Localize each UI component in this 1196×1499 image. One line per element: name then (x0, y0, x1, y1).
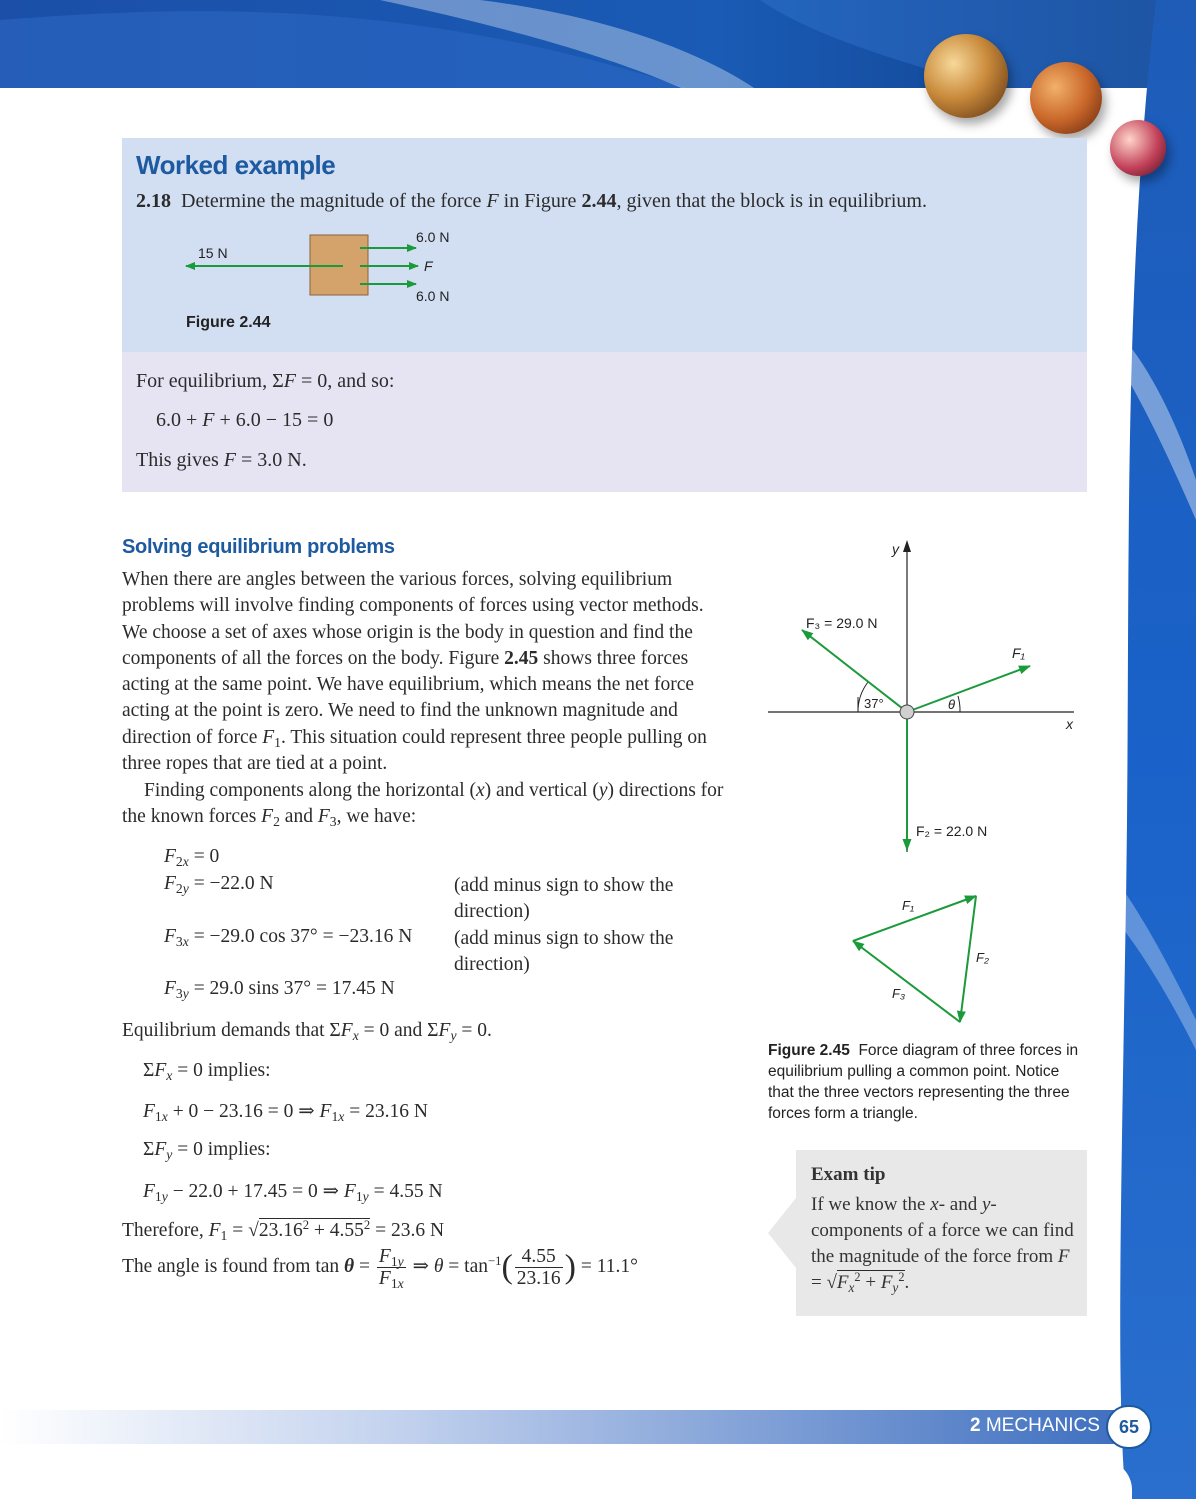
y-axis-arrow (903, 540, 911, 552)
angle-theta-label: θ (948, 697, 956, 712)
note-minus-sign-1: (add minus sign to show the direction) (454, 875, 674, 922)
equation-f1x: $F_{1x} + 0 - 23.16 = 0$ ⇒ $F_{1x} = 23.16$ N (143, 1101, 428, 1124)
section-heading: Solving equilibrium problems (122, 536, 395, 558)
header-wave-graphic (0, 0, 1196, 92)
solution-line-2: 6.0 + F + 6.0 − 15 = 0 (156, 409, 334, 431)
triangle-f2 (960, 896, 976, 1022)
label-15n: 15 N (198, 245, 228, 261)
y-axis-label: y (892, 541, 899, 557)
caption-text: Force diagram of three forces in equilibrium pulling a common point. Notice that the three vectors representing the three forces form a triangle. (768, 1042, 1079, 1122)
chapter-name: MECHANICS (985, 1415, 1100, 1436)
header-decoration (0, 0, 1196, 92)
figure-2-45-caption (768, 1040, 1088, 1124)
equation-magnitude: Therefore, $F_1 = √23.16^2 + 4.55^2 = 23.6$ N (122, 1218, 445, 1243)
implies-x: $\Sigma F_x = 0$ implies: (143, 1060, 271, 1083)
angle-arc-theta (958, 696, 960, 712)
x-axis-label: x (1066, 716, 1073, 732)
triangle-f2-label: F₂ (976, 950, 989, 965)
equation-f2x: $F_{2x} = 0$ (164, 846, 220, 869)
question-text-a: Determine the magnitude of the force (181, 190, 487, 212)
equation-angle: The angle is found from tan θ = $\frac{F_{1y}}{F_{1x}}$ ⇒ $\theta = \tan^{-1}$( $\frac{4.55}{23.16}$ ) = 11.1° (122, 1246, 638, 1291)
question-var: F (486, 190, 499, 212)
equation-f3x: $F_{3x} = -29.0$ cos 37° = −23.16 N (164, 926, 413, 949)
question-number: 2.18 (136, 190, 171, 212)
label-f: F (424, 258, 433, 274)
exam-tip-title: Exam tip (811, 1164, 886, 1185)
worked-example-title: Worked example (136, 150, 336, 180)
triangle-f3 (853, 941, 960, 1022)
planet-image (1030, 62, 1102, 134)
chapter-number: 2 (970, 1415, 981, 1436)
figure-2-44 (180, 228, 480, 332)
equation-f1y: $F_{1y} - 22.0 + 17.45 = 0$ ⇒ $F_{1y} = 4.55$ N (143, 1181, 443, 1204)
triangle-f1 (853, 896, 976, 941)
equation-f2y: $F_{2y} = -22.0$ N (164, 873, 274, 896)
side-wave-graphic (1116, 0, 1196, 1499)
force-f1-arrow (907, 666, 1030, 712)
section-paragraph-2: Finding components along the horizontal (x) and vertical (y) directions for the known forces $F_2$ and $F_3$, we have: (122, 780, 724, 830)
block-force-diagram (180, 228, 480, 314)
common-point (900, 705, 914, 719)
figure-2-44-caption: Figure 2.44 (186, 314, 271, 331)
note-minus-sign-2: (add minus sign to show the direction) (454, 928, 674, 975)
header-divider (0, 88, 1196, 96)
solution-line-1: For equilibrium, ΣF = 0, and so: (136, 370, 395, 392)
question-figure-ref: 2.44 (581, 190, 617, 212)
equation-f3y: $F_{3y} = 29.0$ sins 37° = 17.45 N (164, 978, 395, 1001)
side-decoration (1116, 0, 1196, 1499)
force-f3-arrow (802, 630, 907, 712)
chapter-label (970, 1415, 1100, 1437)
section-paragraph-1: When there are angles between the various forces, solving equilibrium problems will involve finding components of forces using vector methods. We choose a set of axes whose origin is the body in question and find the components of all the forces on the body. Figure 2.45 shows three forces acting at the same point. We have equilibrium, which means the net force acting at the point is zero. We need to find the unknown magnitude and direction of force $F_1$. This situation could represent three people pulling on three ropes that are tied at a point. (122, 569, 707, 775)
question-text-b: in Figure (498, 190, 582, 212)
equilibrium-condition: Equilibrium demands that $\Sigma F_x = 0$ and $\Sigma F_y = 0$. (122, 1020, 492, 1043)
f2-label: F₂ = 22.0 N (916, 823, 988, 839)
planet-image (1110, 120, 1166, 176)
exam-tip-text: If we know the x- and y-components of a force we can find the magnitude of the force from $F = √F_x^2 + F_y^2$. (811, 1194, 1074, 1295)
page-number: 65 (1106, 1405, 1152, 1449)
question-text-c: , given that the block is in equilibrium. (616, 190, 927, 212)
f1-label: F₁ (1012, 645, 1025, 661)
solution-line-3: This gives F = 3.0 N. (136, 449, 307, 471)
label-top-force: 6.0 N (416, 229, 450, 245)
triangle-f1-label: F₁ (902, 898, 915, 913)
planet-image (924, 34, 1008, 118)
implies-y: $\Sigma F_y = 0$ implies: (143, 1139, 271, 1162)
force-diagram-2-45 (764, 532, 1094, 1032)
label-bottom-force: 6.0 N (416, 288, 450, 304)
f3-label: F₃ = 29.0 N (806, 615, 878, 631)
worked-example-question (136, 190, 927, 213)
angle-37-label: 37° (864, 696, 884, 711)
figure-2-45 (764, 532, 1094, 1037)
triangle-f3-label: F₃ (892, 986, 906, 1001)
caption-label: Figure 2.45 (768, 1042, 850, 1059)
footer-band (0, 1410, 1130, 1444)
